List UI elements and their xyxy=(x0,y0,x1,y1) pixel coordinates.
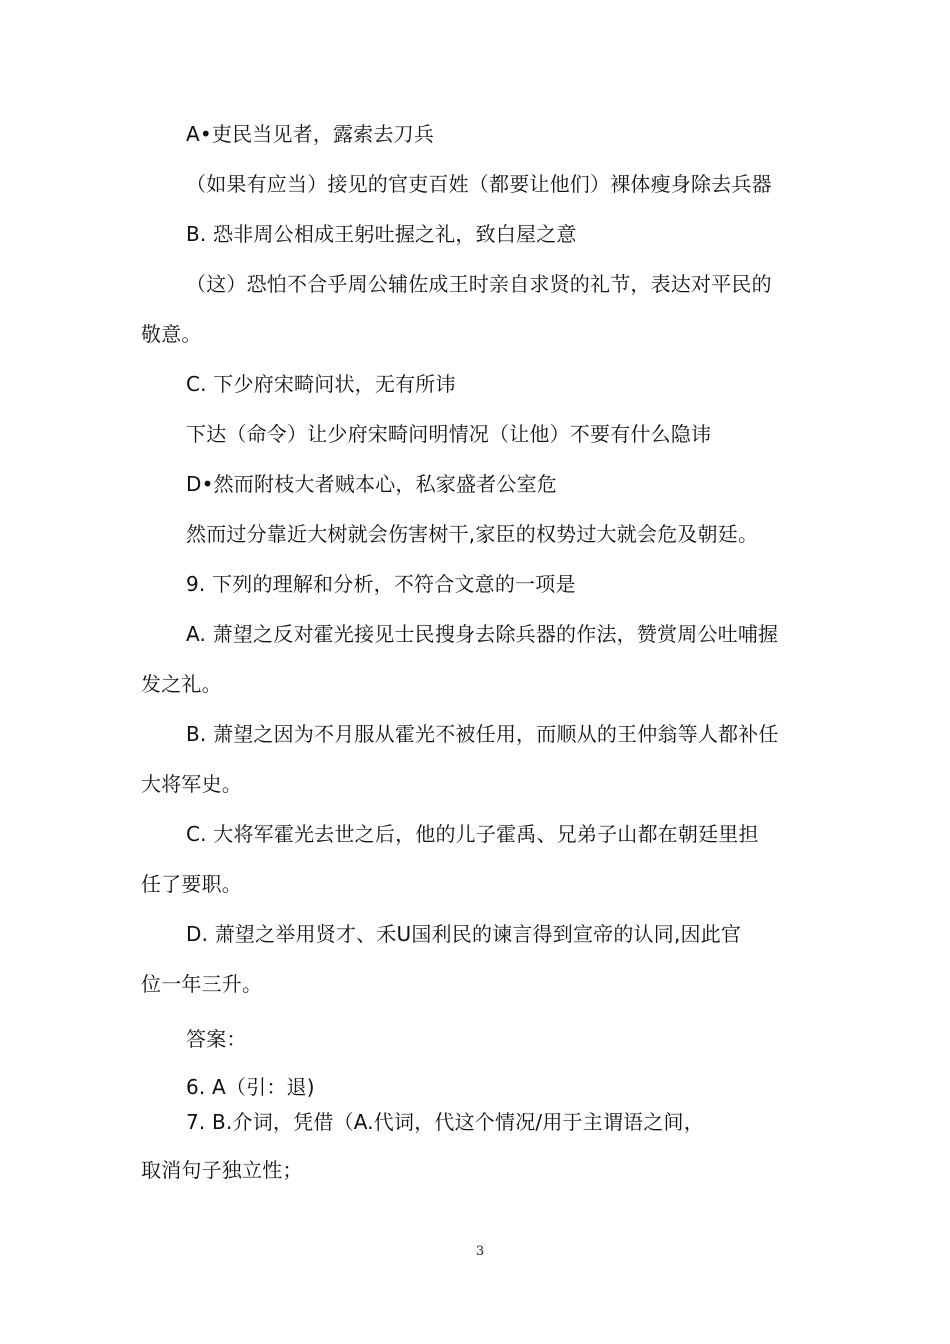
question-9-option-a-cont: 发之礼。 xyxy=(141,672,222,696)
question-9-option-b: B. 萧望之因为不月服从霍光不被任用，而顺从的王仲翁等人都补任 xyxy=(186,722,779,746)
text-line-option-c-translation: 下达（命令）让少府宋畸问明情况（让他）不要有什么隐讳 xyxy=(186,422,712,446)
question-9-option-d: D. 萧望之举用贤才、禾U国利民的谏言得到宣帝的认同,因此官 xyxy=(186,922,742,946)
question-9-option-b-cont: 大将军史。 xyxy=(141,772,242,796)
text-line-option-c: C. 下少府宋畸问状，无有所讳 xyxy=(186,372,456,396)
text-line-option-d-translation: 然而过分靠近大树就会伤害树干,家臣的权势过大就会危及朝廷。 xyxy=(186,522,759,546)
answer-6: 6. A（引：退) xyxy=(186,1075,315,1099)
question-9-option-d-cont: 位一年三升。 xyxy=(141,972,263,996)
answers-heading: 答案： xyxy=(186,1027,247,1051)
text-line-option-b-translation: （这）恐怕不合乎周公辅佐成王时亲自求贤的礼节，表达对平民的 xyxy=(186,272,772,296)
text-line-option-a: A•吏民当见者，露索去刀兵 xyxy=(186,122,435,146)
question-9-option-c: C. 大将军霍光去世之后，他的儿子霍禹、兄弟子山都在朝廷里担 xyxy=(186,822,759,846)
answer-7: 7. B.介词，凭借（A.代词，代这个情况/用于主谓语之间， xyxy=(186,1110,704,1134)
question-9-option-c-cont: 任了要职。 xyxy=(141,872,242,896)
page-number: 3 xyxy=(475,1244,485,1259)
text-line-option-a-translation: （如果有应当）接见的官吏百姓（都要让他们）裸体瘦身除去兵器 xyxy=(186,172,772,196)
question-9-stem: 9. 下列的理解和分析，不符合文意的一项是 xyxy=(186,572,576,596)
text-line-option-d: D•然而附枝大者贼本心，私家盛者公室危 xyxy=(186,472,557,496)
text-line-option-b-translation-cont: 敬意。 xyxy=(141,322,202,346)
text-line-option-b: B. 恐非周公相成王躬吐握之礼，致白屋之意 xyxy=(186,222,577,246)
answer-7-cont: 取消句子独立性； xyxy=(141,1158,303,1182)
question-9-option-a: A. 萧望之反对霍光接见士民搜身去除兵器的作法，赞赏周公吐哺握 xyxy=(186,622,779,646)
